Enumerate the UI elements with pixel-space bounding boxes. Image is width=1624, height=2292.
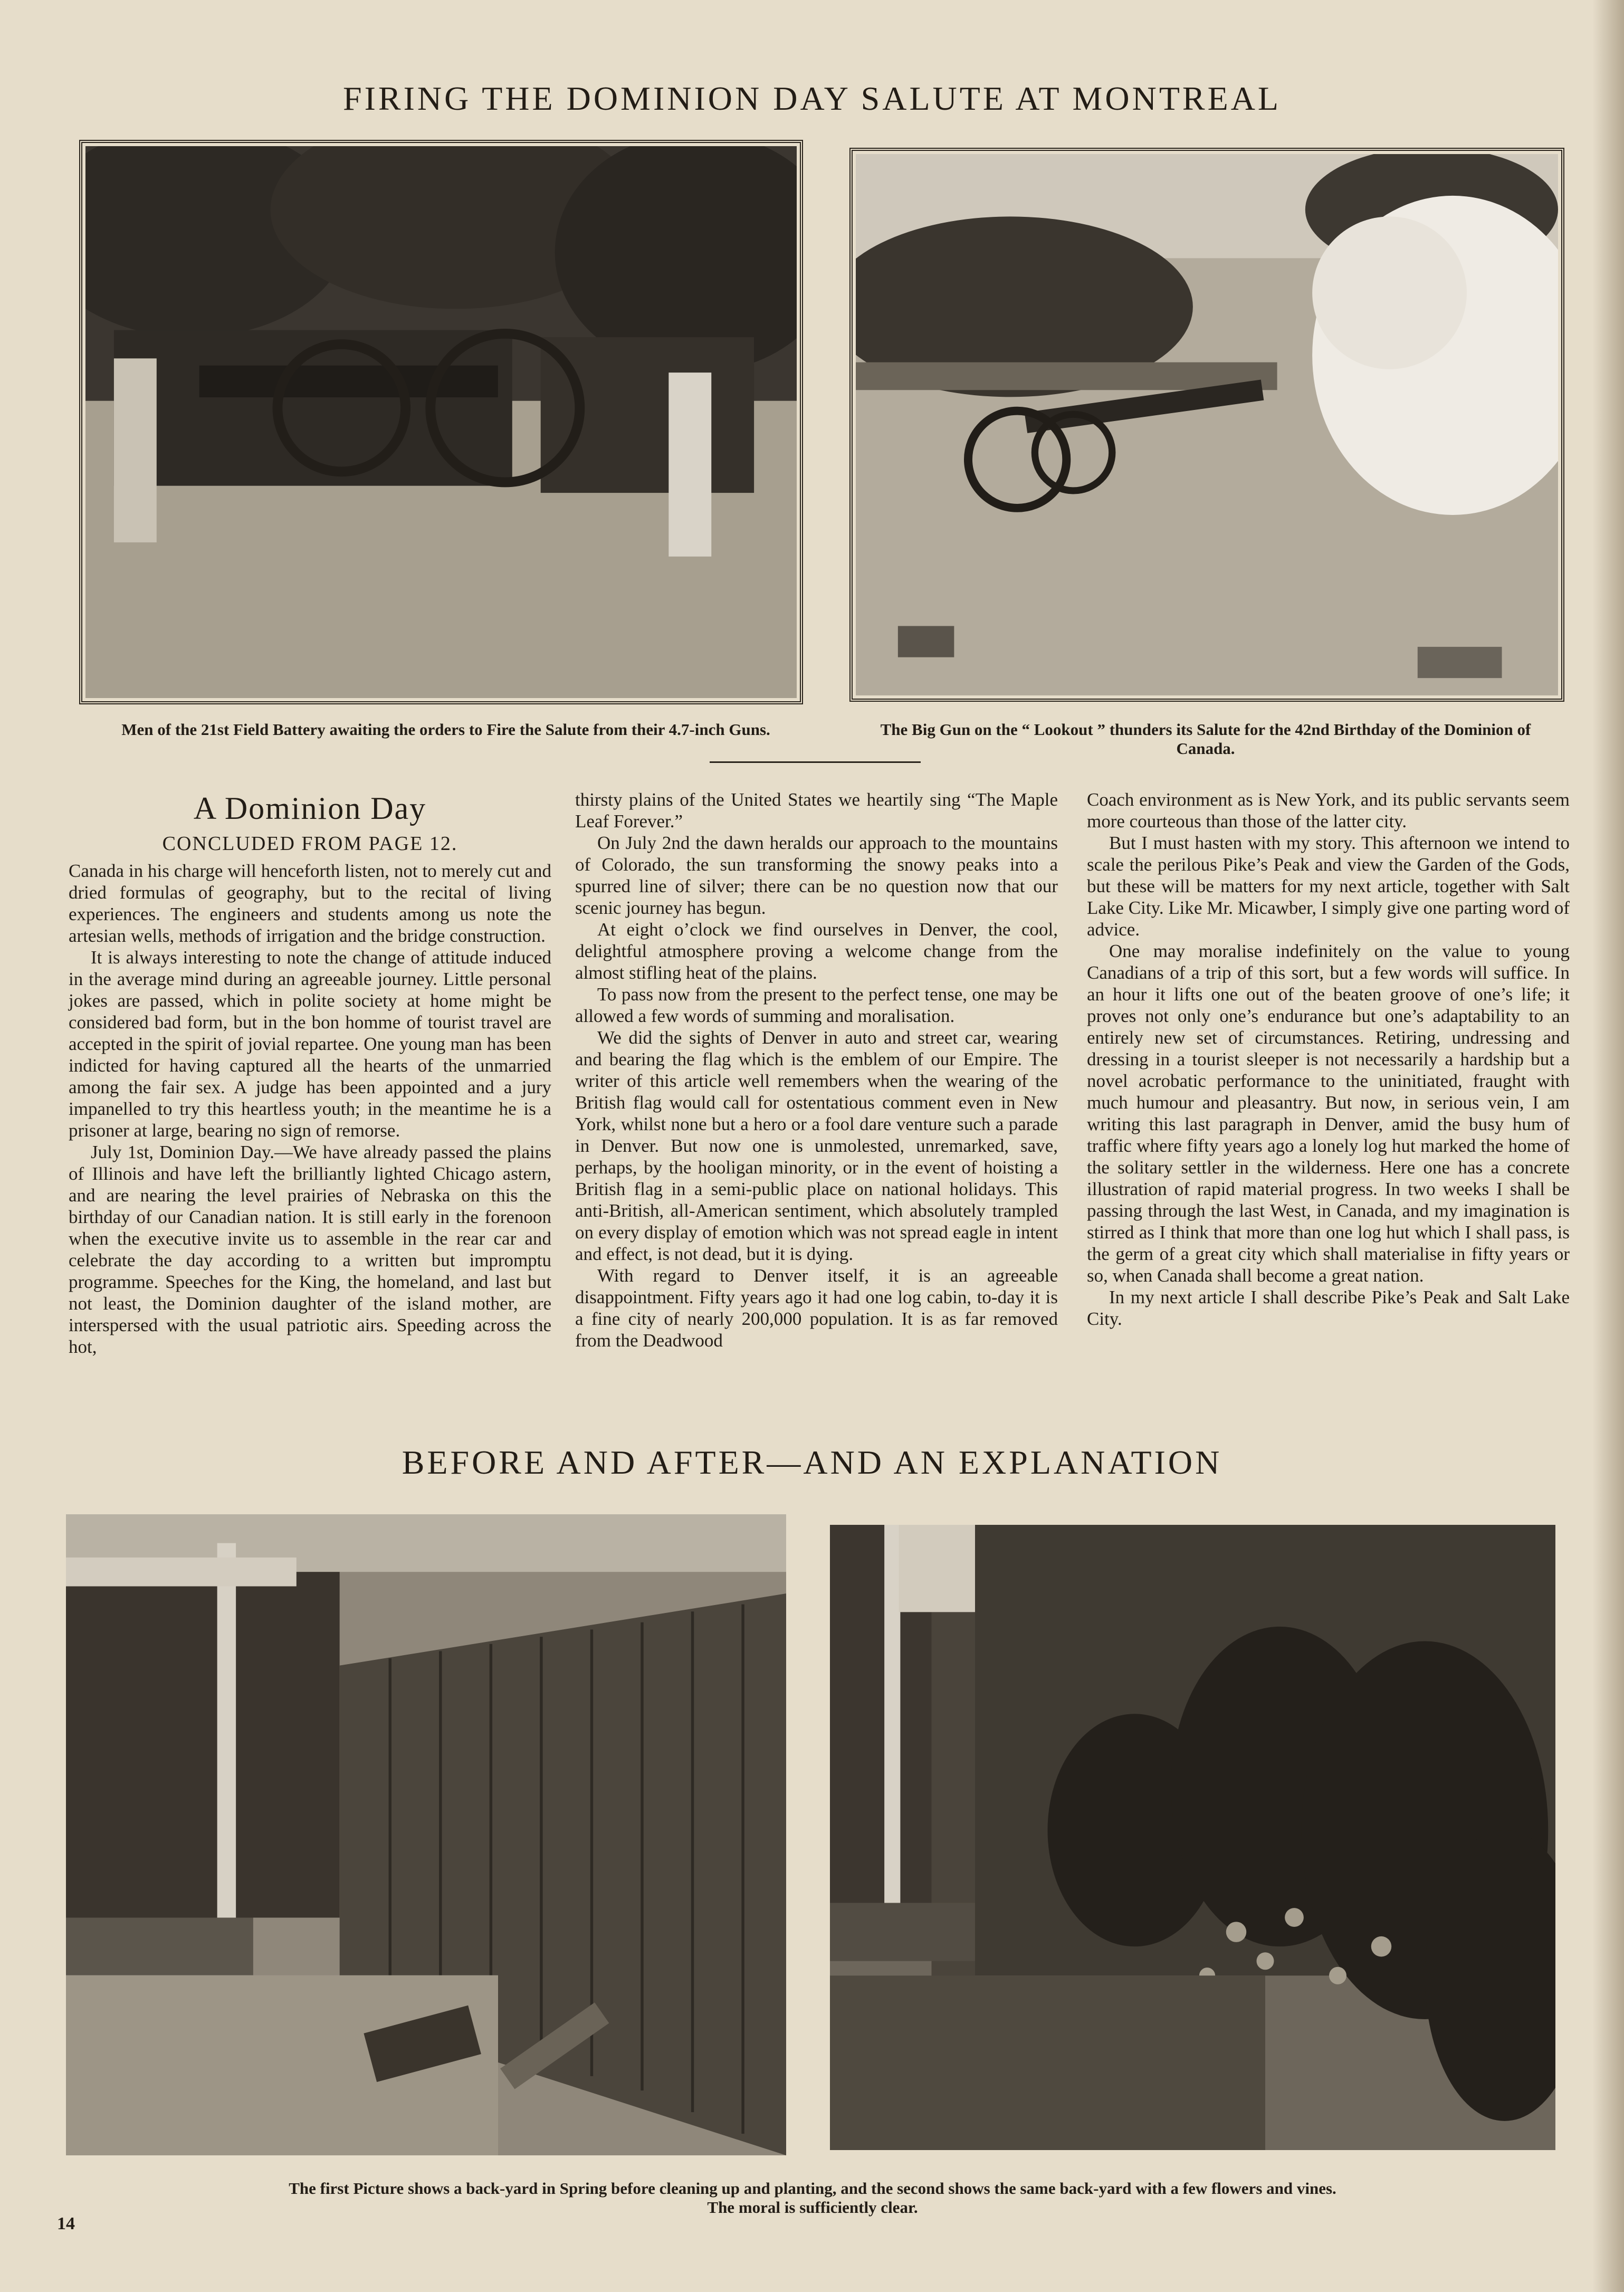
- paragraph: With regard to Denver itself, it is an agreeable disappointment. Fifty years ago it had one log cabin, to-day it is a fine city of nearly 200,000 population. It is as far removed from the Deadwood: [575, 1265, 1058, 1351]
- photo-backyard-before: [66, 1514, 786, 2155]
- paragraph: In my next article I shall describe Pike’s Peak and Salt Lake City.: [1087, 1287, 1570, 1329]
- article-column-3: [1087, 789, 1570, 1330]
- bottom-heading: BEFORE AND AFTER—AND AN EXPLANATION: [402, 1444, 1222, 1481]
- caption-backyard-line2: The moral is sufficiently clear.: [707, 2198, 918, 2217]
- paragraph: At eight o’clock we find ourselves in Denver, the cool, delightful atmosphere proving a welcome change from the almost stifling heat of the plains.: [575, 919, 1058, 983]
- photo-backyard-after: [830, 1525, 1555, 2150]
- paragraph: We did the sights of Denver in auto and street car, wearing and bearing the flag which is the emblem of our Empire. The writer of this article well remembers when the wearing of the British flag would call for ostentatious comment even in New York, whilst none but a hero or a fool dare venture such a parade in Denver. But now one is unmolested, unremarked, save, perhaps, by the hooligan minority, or in the event of hoisting a British flag in a semi-public place on national holidays. This anti-British, all-American sentiment, which absolutely trampled on every display of emotion which was not spread eagle in intent and effect, is not dead, but it is dying.: [575, 1027, 1058, 1264]
- article-column-2: [575, 789, 1058, 1351]
- caption-big-gun: The Big Gun on the “ Lookout ” thunders its Salute for the 42nd Birthday of the Dominion of Canada.: [880, 720, 1531, 758]
- caption-field-battery: Men of the 21st Field Battery awaiting the orders to Fire the Salute from their 4.7-inch Guns.: [121, 720, 770, 739]
- article-title: A Dominion Day: [193, 791, 427, 826]
- article-continued: CONCLUDED FROM PAGE 12.: [162, 833, 458, 855]
- paragraph: It is always interesting to note the change of attitude induced in the average mind during an agreeable journey. Little personal jokes are passed, which in polite society at home might be considered bad form, but in the bon homme of tourist travel are accepted in the spirit of jovial repartee. One young man has been indicted for having captured all the hearts of the unmarried among the fair sex. A judge has been appointed and a jury impanelled to try this heartless youth; in the meantime he is a prisoner at large, bearing no sign of remorse.: [69, 947, 551, 1141]
- photo-field-battery: [79, 140, 803, 704]
- paragraph: July 1st, Dominion Day.—We have already passed the plains of Illinois and have left the brilliantly lighted Chicago astern, and are nearing the level prairies of Nebraska on this the birthday of our Canadian nation. It is still early in the forenoon when the executive invite us to assemble in the rear car and celebrate the day according to a written but impromptu programme. Speeches for the King, the homeland, and last but not least, the Dominion daughter of the island mother, are interspersed with the usual patriotic airs. Speeding across the hot,: [69, 1142, 551, 1357]
- page-number: 14: [57, 2214, 75, 2233]
- paragraph: thirsty plains of the United States we heartily sing “The Maple Leaf Forever.”: [575, 789, 1058, 832]
- paragraph: On July 2nd the dawn heralds our approach to the mountains of Colorado, the sun transforming the snowy peaks into a spurred line of silver; there can be no question now that our scenic journey has begun.: [575, 833, 1058, 918]
- paragraph: To pass now from the present to the perfect tense, one may be allowed a few words of summing and moralisation.: [575, 984, 1058, 1026]
- paragraph: But I must hasten with my story. This afternoon we intend to scale the perilous Pike’s Peak and view the Garden of the Gods, but these will be matters for my next article, together with Salt Lake City. Like Mr. Micawber, I simply give one parting word of advice.: [1087, 833, 1570, 940]
- paragraph: One may moralise indefinitely on the value to young Canadians of a trip of this sort, but a few words will suffice. In an hour it lifts one out of the beaten groove of one’s life; it proves not only one’s endurance but one’s adaptability to an entirely new set of circumstances. Retiring, undressing and dressing in a tourist sleeper is not necessarily a hardship but a novel acrobatic performance to the uninitiated, fraught with much humour and pleasantry. But now, in serious vein, I am writing this last paragraph in Denver, amid the busy hum of traffic where fifty years ago a lonely log hut marked the home of the solitary settler in the wilderness. Here one has a concrete illustration of rapid material progress. In two weeks I shall be passing through the last West, in Canada, and my imagination is stirred as I think that more than one log hut which I shall pass, is the germ of a great city which shall materialise in fifty years or so, when Canada shall become a great nation.: [1087, 941, 1570, 1286]
- divider-rule: [710, 761, 921, 763]
- caption-backyard-line1: The first Picture shows a back-yard in Spring before cleaning up and planting, and the second shows the same back-yard with a few flowers and vines.: [289, 2179, 1336, 2198]
- article-column-1: [69, 789, 551, 1358]
- paragraph: Coach environment as is New York, and its public servants seem more courteous than those of the latter city.: [1087, 789, 1570, 832]
- photo-big-gun: [849, 148, 1564, 702]
- top-heading: FIRING THE DOMINION DAY SALUTE AT MONTREAL: [343, 80, 1281, 117]
- page-edge-shadow: [1592, 0, 1624, 2292]
- paragraph: Canada in his charge will henceforth listen, not to merely cut and dried formulas of geography, but to the recital of living experiences. The engineers and students among us note the artesian wells, methods of irrigation and the bridge construction.: [69, 861, 551, 946]
